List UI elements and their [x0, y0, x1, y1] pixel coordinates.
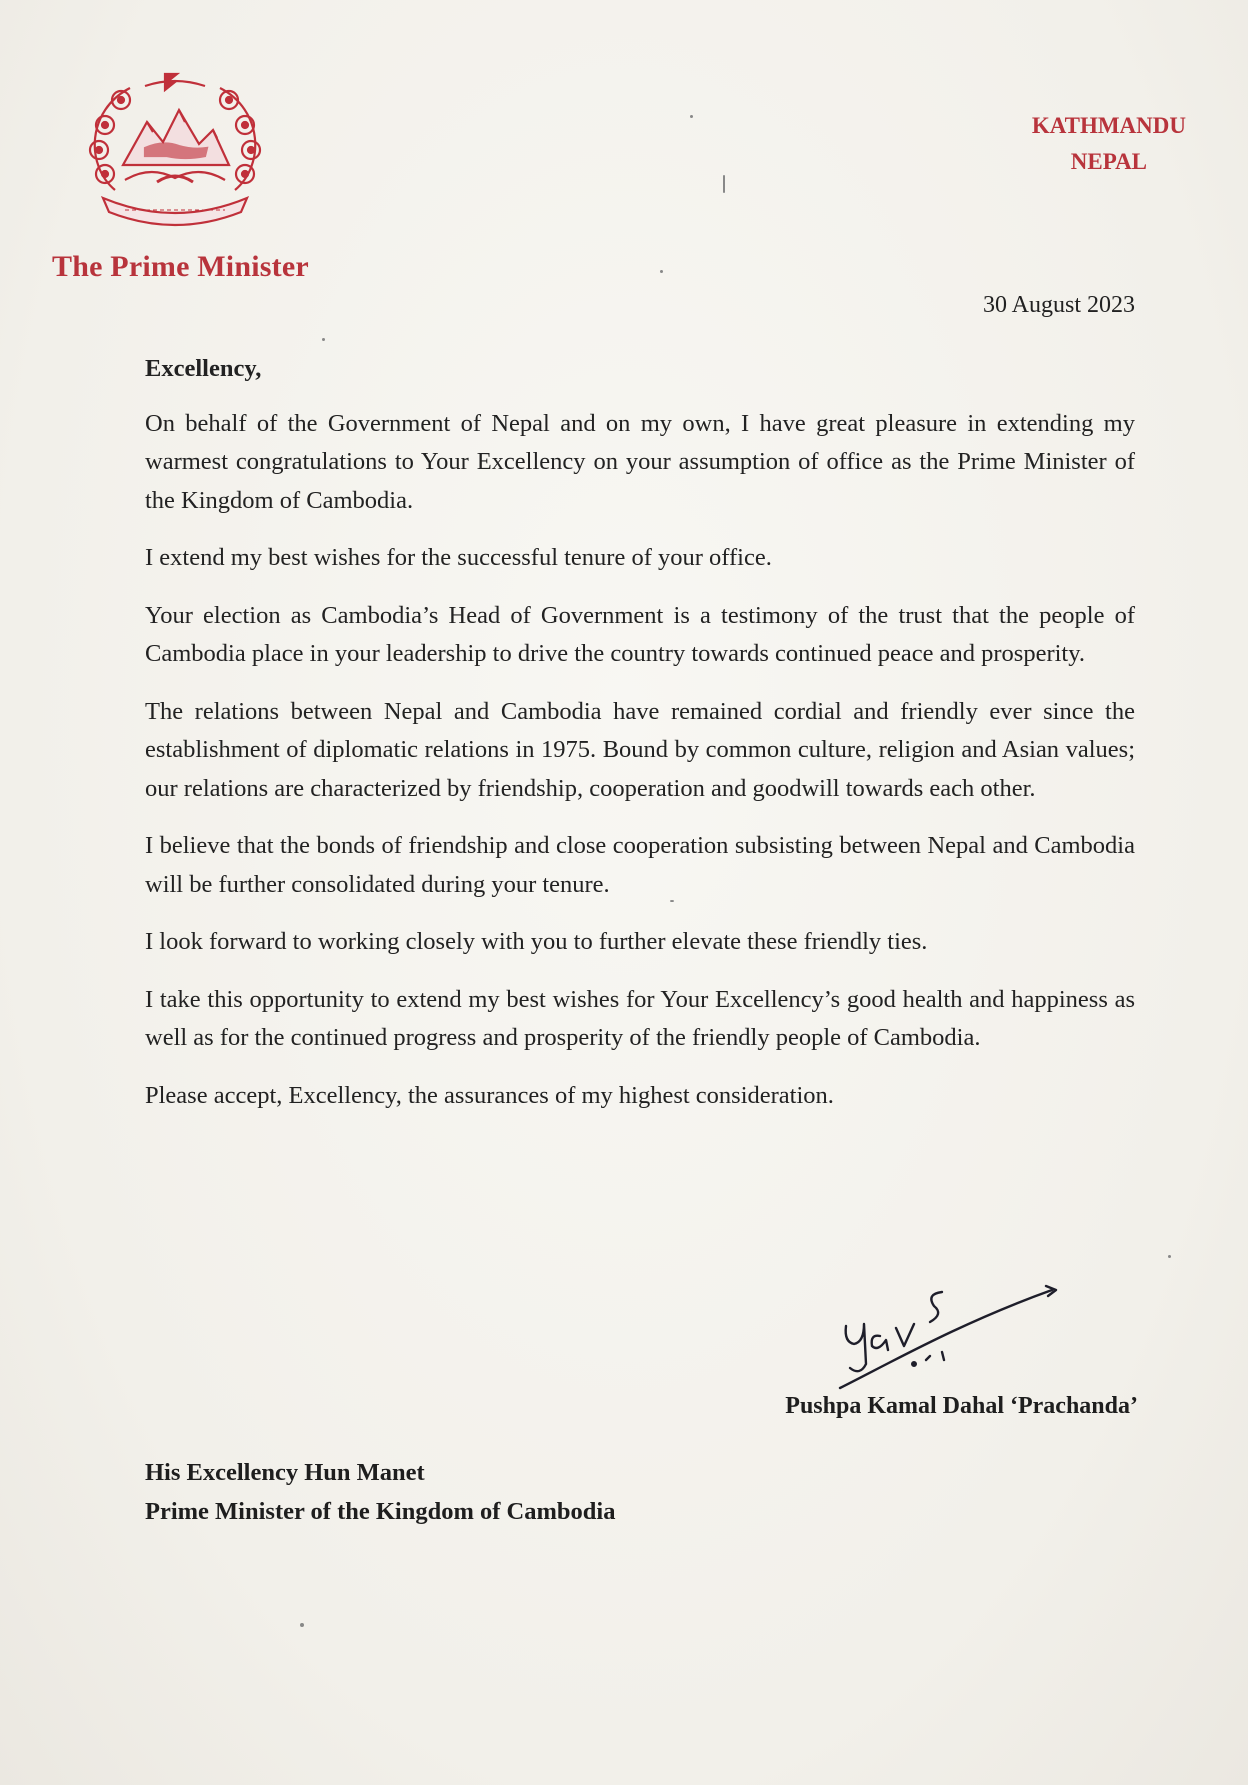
paragraph: I look forward to working closely with you to further elevate these friendly ties.: [145, 928, 928, 955]
paper-speck: [322, 338, 325, 341]
letterhead-address: [1032, 108, 1186, 180]
paragraph: I believe that the bonds of friendship and close cooperation subsisting between Nepal and Cambodia will be further consolidated during your tenure.: [145, 832, 1135, 898]
letter-body: [145, 350, 1135, 1134]
nepal-coat-of-arms-icon: [75, 70, 275, 230]
office-title: The Prime Minister: [52, 250, 309, 283]
paper-speck: [660, 270, 663, 273]
paragraph: On behalf of the Government of Nepal and on my own, I have great pleasure in extending my warmest congratulations to Your Excellency on your assumption of office as the Prime Minister of the Kingdom of Cambodia.: [145, 409, 1135, 514]
paragraph: I extend my best wishes for the successful tenure of your office.: [145, 544, 772, 571]
paragraph: Please accept, Excellency, the assurances of my highest consideration.: [145, 1081, 834, 1109]
paper-speck: [690, 115, 693, 118]
paragraph: I take this opportunity to extend my best wishes for Your Excellency’s good health and happiness as well as for the continued progress and prosperity of the friendly people of Cambodia.: [145, 985, 1135, 1051]
address-country: NEPAL: [1070, 149, 1148, 174]
handwritten-signature-icon: [830, 1268, 1060, 1398]
address-city: KATHMANDU: [1031, 113, 1186, 138]
paper-speck: [723, 175, 725, 193]
paragraph: The relations between Nepal and Cambodia have remained cordial and friendly ever since the establishment of diplomatic relations in 1975. Bound by common culture, religion and Asian values; our relations are characterized by friendship, cooperation and goodwill towards each other.: [145, 697, 1135, 802]
addressee-title: Prime Minister of the Kingdom of Cambodia: [145, 1498, 616, 1525]
addressee-block: [145, 1453, 615, 1531]
paper-speck: [670, 900, 674, 902]
addressee-name: His Excellency Hun Manet: [145, 1459, 425, 1486]
signatory-name: Pushpa Kamal Dahal ‘Prachanda’: [785, 1393, 1138, 1419]
paragraph: Your election as Cambodia’s Head of Government is a testimony of the trust that the people of Cambodia place in your leadership to drive the country towards continued peace and prosperity.: [145, 601, 1135, 667]
letter-date: 30 August 2023: [982, 292, 1135, 318]
paper-speck: [300, 1623, 304, 1627]
paper-speck: [1168, 1255, 1171, 1258]
salutation: Excellency,: [145, 355, 262, 382]
